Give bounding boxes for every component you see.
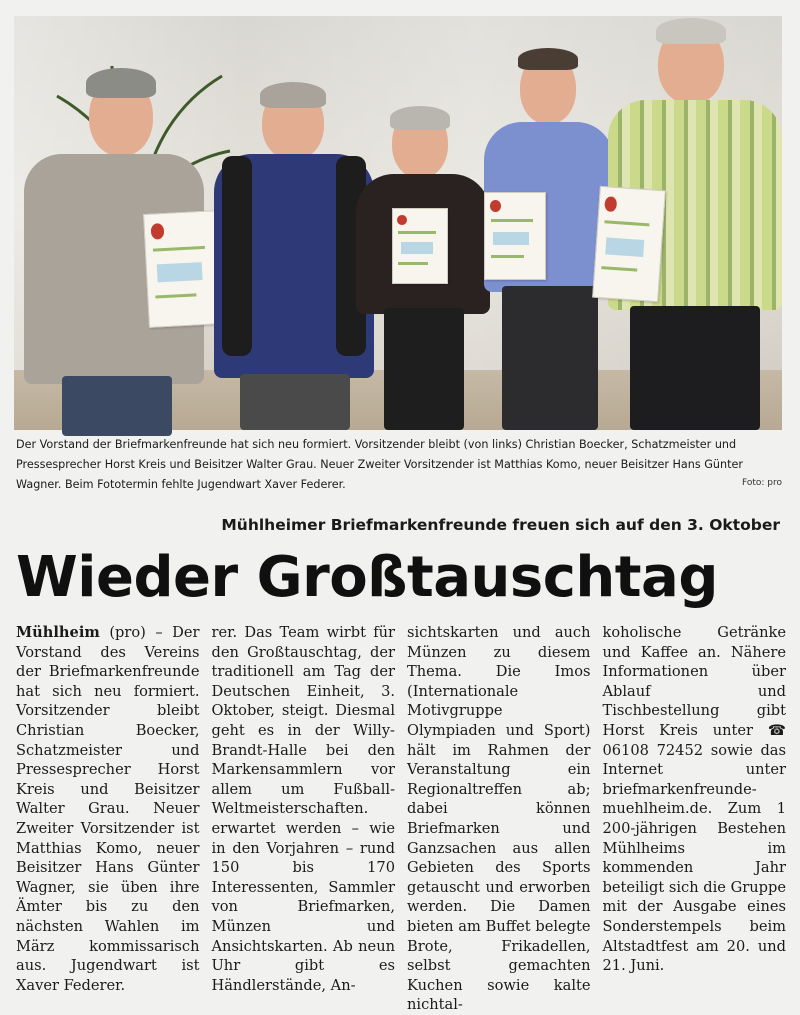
stamp-sheet-1: [143, 210, 225, 328]
article-column-3: [407, 623, 591, 1014]
column-2-text: rer. Das Team wirbt für den Großtauschtag, der traditionell am Tag der Deutschen Einheit, 3. Oktober, steigt. Diesmal geht es in der Willy-Brandt-Halle bei den Markensammlern vor allem um Fußball-Weltmeisterschaften. erwartet werden – wie in den Vorjahren – rund 150 bis 170 Interessenten, Sammler von Briefmarken, Münzen und Ansichtskarten. Ab neun Uhr gibt es Händlerstände, An-: [211, 624, 395, 994]
article-column-1: [16, 623, 200, 994]
stamp-sheet-4: [592, 186, 666, 302]
group-photo: [14, 16, 782, 430]
article-column-4: [602, 623, 787, 975]
photo-caption: Der Vorstand der Briefmarkenfreunde hat sich neu formiert. Vorsitzender bleibt (von links) Christian Boecker, Schatzmeister und Pressesprecher Horst Kreis und Beisitzer Walter Grau. Neuer Zweiter Vorsitzender ist Matthias Komo, neuer Beisitzer Hans Günter Wagner. Beim Fototermin fehlte Jugendwart Xaver Federer.: [16, 438, 743, 491]
dateline: Mühlheim: [16, 624, 100, 641]
column-3-text: sichtskarten und auch Münzen zu diesem Thema. Die Imos (Internationale Motivgruppe Olympiaden und Sport) hält im Rahmen der Veranstaltung ein Regionaltreffen ab; dabei können Briefmarken und Ganzsachen aus allen Gebieten des Sports getauscht und erworben werden. Die Damen bieten am Buffet belegte Brote, Frikadellen, selbst gemachten Kuchen sowie kalte nichtal-: [407, 624, 591, 1014]
column-1-text: (pro) – Der Vorstand des Vereins der Briefmarkenfreunde hat sich neu formiert. Vorsitzender bleibt Christian Boecker, Schatzmeister und Pressesprecher Horst Kreis und Beisitzer Walter Grau. Neuer Zweiter Vorsitzender ist Matthias Komo, neuer Beisitzer Hans Günter Wagner, sie üben ihre Ämter bis zu den nächsten Wahlen im März kommissarisch aus. Jugendwart ist Xaver Federer.: [16, 624, 200, 994]
article-subheadline: Mühlheimer Briefmarkenfreunde freuen sich auf den 3. Oktober: [221, 516, 780, 534]
stamp-sheet-3: [484, 192, 546, 280]
photo-credit: Foto: pro: [741, 478, 782, 488]
article-headline: Wieder Großtauschtag: [16, 545, 718, 610]
person-horst-kreis: [214, 86, 374, 430]
article-body: [16, 623, 786, 1014]
column-4-text: koholische Getränke und Kaffee an. Nähere Informationen über Ablauf und Tischbestellung gibt Horst Kreis unter ☎ 06108 72452 sowie das Internet unter briefmarkenfreunde-muehlheim.de. Zum 1 200-jährigen Bestehen Mühlheims im kommenden Jahr beteiligt sich die Gruppe mit der Ausgabe eines Sonderstempels beim Altstadtfest am 20. und 21. Juni.: [602, 624, 786, 975]
stamp-sheet-2: [392, 208, 448, 284]
article-column-2: [211, 623, 396, 994]
